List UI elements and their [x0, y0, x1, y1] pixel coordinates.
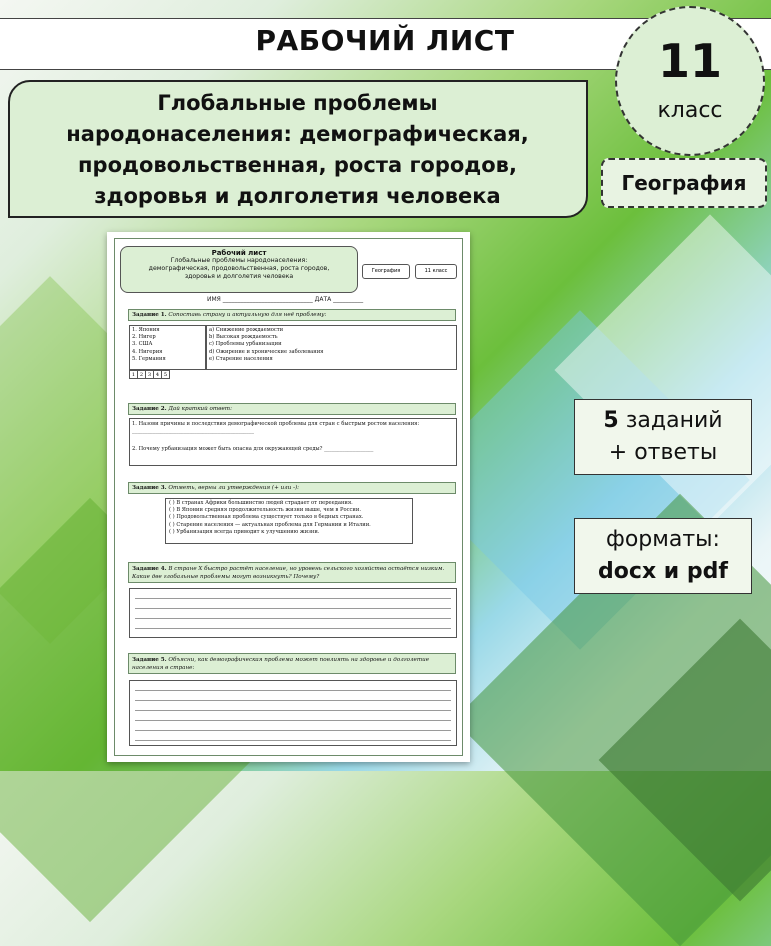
worksheet-subtitle-line: Глобальные проблемы народонаселения:	[170, 257, 308, 264]
answer-cell[interactable]: 4	[153, 370, 162, 379]
tasks-count-line	[575, 405, 751, 437]
problem-item: b) Высокая рождаемость	[209, 334, 278, 341]
country-list	[132, 327, 166, 363]
problem-item: c) Проблемы урбанизации	[209, 341, 282, 348]
problem-item: d) Ожирение и хронические заболевания	[209, 348, 324, 355]
tasks-info-box	[574, 399, 752, 475]
task-text: Объясни, как демографическая проблема может повлиять на здоровье и долголетие населения в стране:	[132, 657, 430, 671]
country-item: 5. Германия	[132, 355, 166, 362]
worksheet-subtitle-line: здоровья и долголетия человека	[184, 273, 294, 280]
task-2-q1: 1. Назови причины и последствия демографической проблемы для стран с быстрым ростом населения: _______________________________________________	[132, 421, 420, 435]
worksheet-subject-badge: География	[362, 264, 410, 279]
topic-title	[10, 88, 585, 212]
statement-item: ( ) Старение населения — актуальная проблема для Германии и Италии.	[169, 521, 371, 528]
topic-line: народонаселения: демографическая,	[66, 122, 529, 146]
task-label: Задание 1.	[132, 312, 167, 318]
answer-cell[interactable]: 1	[129, 370, 138, 379]
answer-line	[135, 690, 451, 691]
formats-info-box	[574, 518, 752, 594]
answer-line	[135, 730, 451, 731]
answer-line	[135, 628, 451, 629]
answer-line	[135, 618, 451, 619]
task-text: Сопоставь страну и актуальную для неё проблему:	[166, 312, 327, 318]
answer-cell[interactable]: 3	[145, 370, 154, 379]
statement-item: ( ) В странах Африки большинство людей страдает от переедания.	[169, 500, 353, 506]
page-title: РАБОЧИЙ ЛИСТ	[255, 24, 515, 57]
formats-value: docx и pdf	[598, 559, 728, 584]
task-text: Дай краткий ответ:	[166, 406, 232, 412]
topic-line: продовольственная, роста городов,	[78, 153, 517, 177]
answer-line	[135, 608, 451, 609]
statement-item: ( ) Урбанизация всегда приводит к улучшению жизни.	[169, 528, 320, 535]
problem-item: e) Старение населения	[209, 355, 273, 362]
tasks-extra: + ответы	[608, 440, 718, 465]
topic-line: здоровья и долголетия человека	[94, 184, 501, 208]
task-3-header	[128, 482, 456, 494]
task-2-q2: 2. Почему урбанизация может быть опасна для окружающей среды? ___________________	[132, 446, 374, 452]
name-date-line: ИМЯ ______________________________ ДАТА __________	[207, 296, 364, 303]
task-label: Задание 5.	[132, 657, 167, 663]
task-label: Задание 3.	[132, 485, 167, 491]
answer-cell[interactable]: 5	[161, 370, 170, 379]
grade-label: класс	[657, 98, 723, 123]
task-4-header	[128, 562, 456, 583]
topic-line: Глобальные проблемы	[157, 91, 438, 115]
task-text: В стране X быстро растёт население, но уровень сельского хозяйства остаётся низким. Какие две глобальные проблемы могут возникнуть? Почему?	[132, 566, 445, 580]
answer-line	[135, 720, 451, 721]
worksheet-title-text: Рабочий лист	[211, 249, 267, 257]
tasks-count: 5	[603, 408, 619, 433]
task-1-header	[128, 309, 456, 321]
task-label: Задание 2.	[132, 406, 167, 412]
answer-grid	[129, 370, 169, 379]
answer-cell[interactable]: 2	[137, 370, 146, 379]
country-item: 4. Нигерия	[132, 348, 163, 355]
worksheet-preview	[107, 232, 470, 762]
statement-list	[169, 500, 371, 536]
task-5-header	[128, 653, 456, 674]
task-2-header	[128, 403, 456, 415]
task-4-answer-box[interactable]	[129, 588, 457, 638]
subject-badge: География	[601, 158, 767, 208]
answer-line	[135, 740, 451, 741]
answer-line	[135, 700, 451, 701]
answer-line	[135, 598, 451, 599]
problem-item: a) Снижение рождаемости	[209, 327, 284, 333]
statement-item: ( ) В Японии средняя продолжительность жизни выше, чем в России.	[169, 507, 361, 514]
answer-line	[135, 710, 451, 711]
table-divider	[205, 325, 207, 370]
statement-item: ( ) Продовольственная проблема существует только в бедных странах.	[169, 514, 364, 521]
task-text: Отметь, верны ли утверждения (+ или -):	[166, 485, 300, 491]
country-item: 1. Япония	[132, 327, 160, 333]
worksheet-title	[120, 249, 358, 281]
tasks-word: заданий	[625, 408, 723, 433]
country-item: 2. Нигер	[132, 334, 156, 341]
country-item: 3. США	[132, 341, 153, 348]
worksheet-grade-badge: 11 класс	[415, 264, 457, 279]
worksheet-subtitle-line: демографическая, продовольственная, роста городов,	[148, 265, 330, 272]
formats-label: форматы:	[606, 527, 720, 552]
problem-list	[209, 327, 323, 363]
grade-number: 11	[657, 34, 722, 88]
task-label: Задание 4.	[132, 566, 167, 572]
